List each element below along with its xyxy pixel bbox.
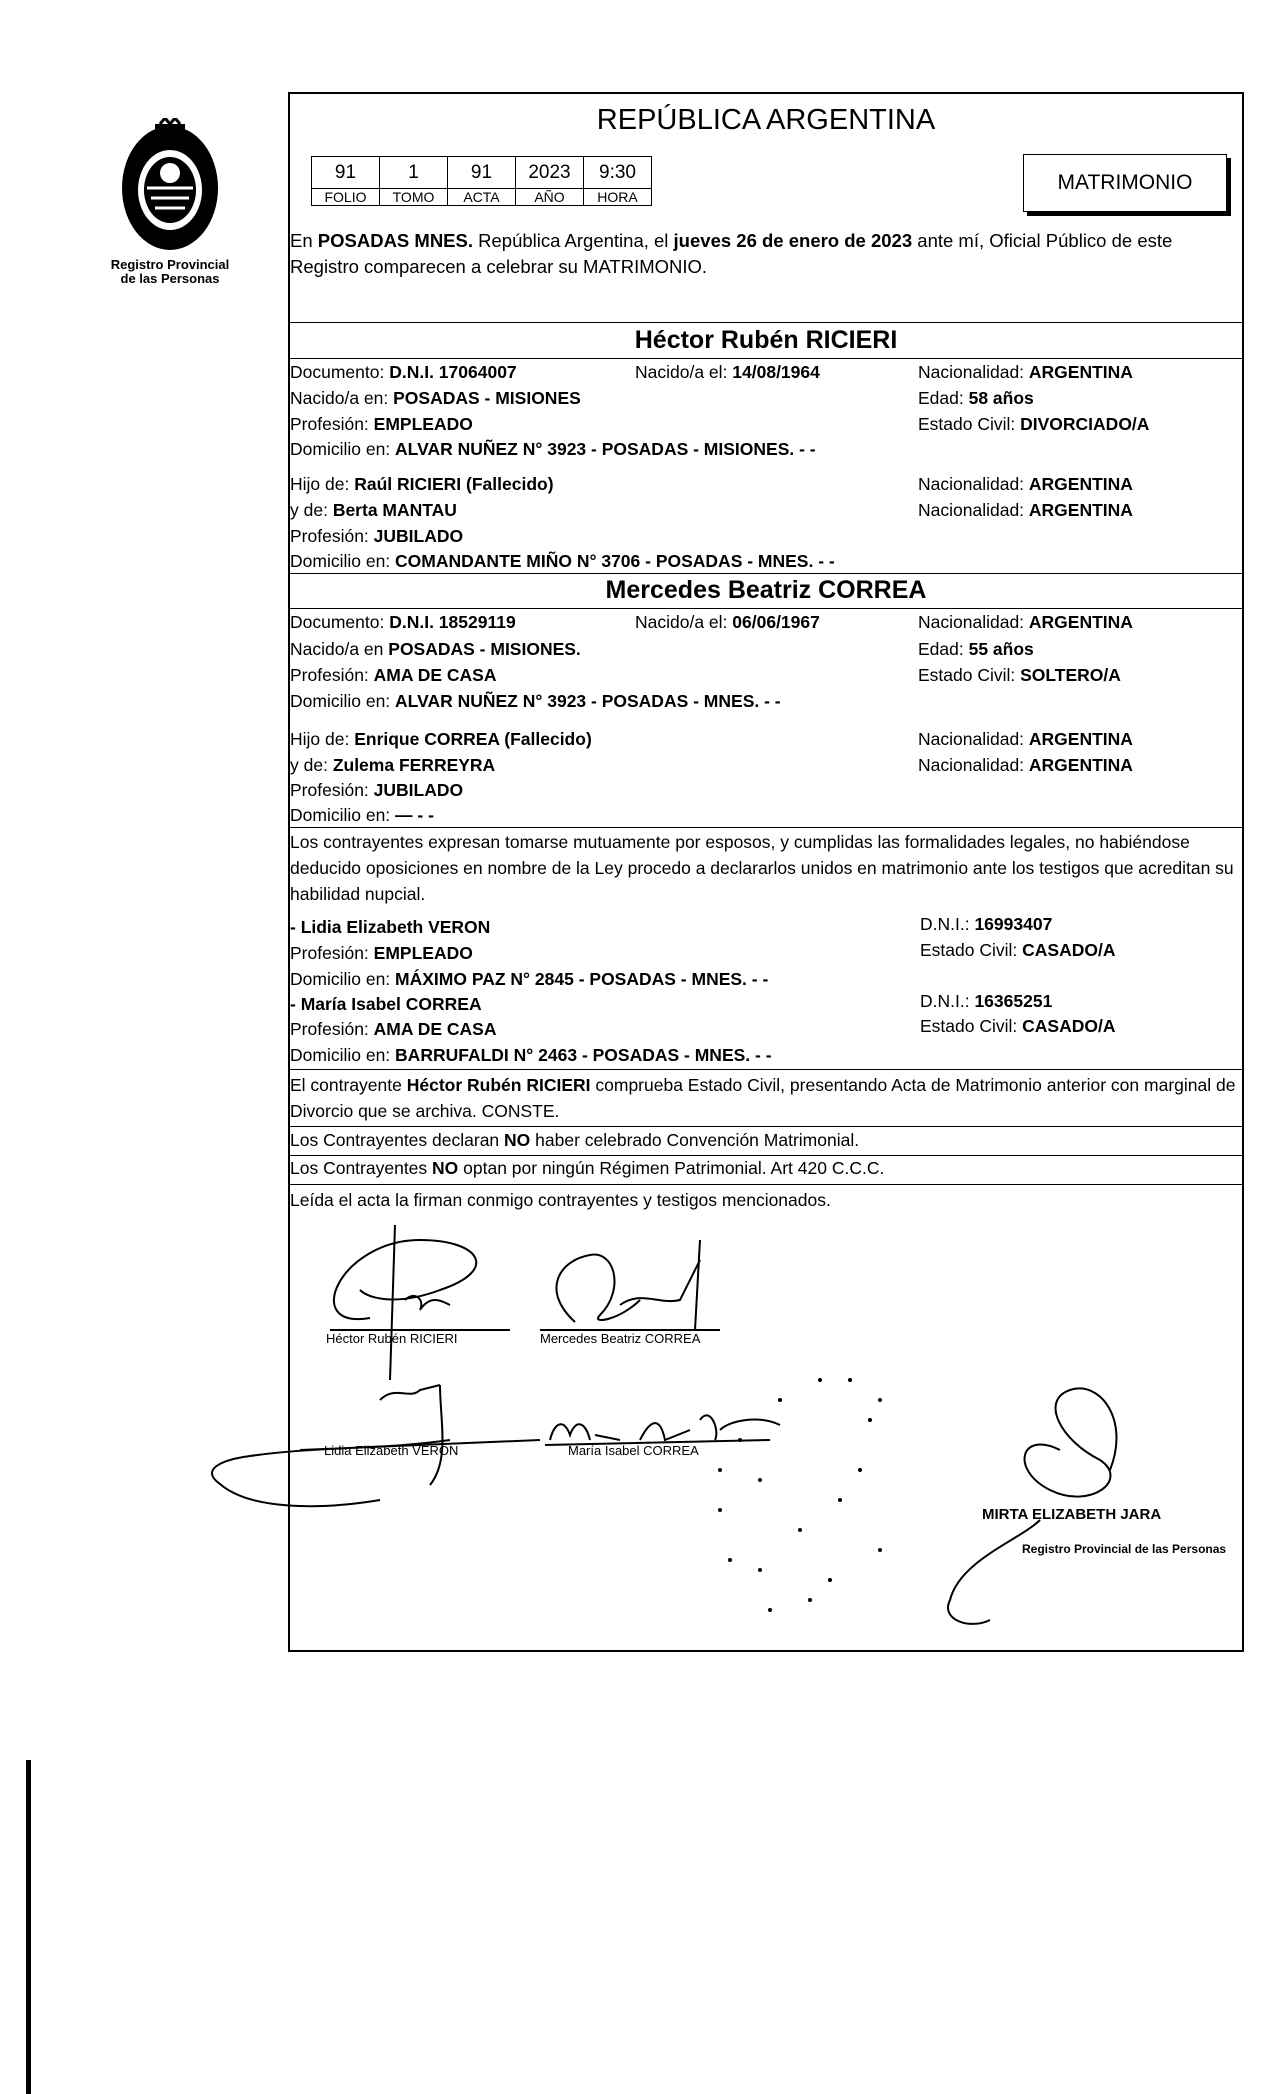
label: Profesión:	[290, 943, 374, 963]
tomo-label: TOMO	[380, 189, 448, 206]
value: Zulema FERREYRA	[332, 755, 496, 775]
label: Domicilio en:	[290, 691, 396, 711]
signature-correa-icon	[540, 1240, 720, 1330]
value: ARGENTINA	[1028, 362, 1133, 382]
value: AMA DE CASA	[373, 1019, 497, 1039]
label: Documento:	[290, 612, 390, 632]
signature-ricieri-icon	[330, 1225, 510, 1380]
value: ALVAR NUÑEZ N° 3923 - POSADAS - MNES. - -	[395, 691, 781, 711]
value: 55 años	[968, 639, 1034, 659]
label: Nacido/a el:	[635, 362, 733, 382]
label: Profesión:	[290, 780, 374, 800]
lectura-note: Leída el acta la firman conmigo contrayentes y testigos mencionados.	[290, 1190, 831, 1210]
value: MÁXIMO PAZ N° 2845 - POSADAS - MNES. - -	[395, 969, 769, 989]
intro-text-2: República Argentina, el	[473, 230, 674, 251]
label: Profesión:	[290, 414, 374, 434]
label: D.N.I.:	[920, 914, 975, 934]
contrayente1-name: Héctor Rubén RICIERI	[634, 326, 898, 354]
hora-label: HORA	[584, 189, 652, 206]
value: Berta MANTAU	[332, 500, 457, 520]
text: optan por ningún Régimen Patrimonial. Art 420 C.C.C.	[458, 1158, 885, 1178]
value: D.N.I. 18529119	[389, 612, 516, 632]
scan-edge-bar	[26, 1760, 31, 2094]
value: 16365251	[974, 991, 1053, 1011]
value: JUBILADO	[373, 526, 464, 546]
text: Los Contrayentes declaran	[290, 1130, 505, 1150]
acta-label: ACTA	[448, 189, 516, 206]
emphasis: NO	[504, 1130, 531, 1150]
folio-label: FOLIO	[312, 189, 380, 206]
label: Estado Civil:	[918, 665, 1021, 685]
label: Edad:	[918, 388, 969, 408]
text: comprueba Estado Civil, presentando Acta de Matrimonio anterior con marginal de Divorcio que se archiva. CONSTE.	[290, 1075, 1236, 1121]
label: Domicilio en:	[290, 1045, 396, 1065]
label: Profesión:	[290, 1019, 374, 1039]
acta-value: 91	[448, 157, 516, 189]
registry-caption-line2: de las Personas	[120, 271, 220, 286]
value: 06/06/1967	[732, 612, 820, 632]
signature-label-4: María Isabel CORREA	[568, 1443, 699, 1458]
country-title: REPÚBLICA ARGENTINA	[596, 104, 936, 136]
label: Hijo de:	[290, 729, 355, 749]
signature-label-1: Héctor Rubén RICIERI	[326, 1331, 458, 1346]
official-stamp-title: Registro Provincial de las Personas	[1022, 1542, 1227, 1556]
label: Nacionalidad:	[918, 729, 1029, 749]
label: Domicilio en:	[290, 969, 396, 989]
value: AMA DE CASA	[373, 665, 497, 685]
seal-dots-icon	[718, 1378, 882, 1612]
intro-text-1: En	[290, 230, 318, 251]
declaration-paragraph: Los contrayentes expresan tomarse mutuamente por esposos, y cumplidas las formalidades legales, no habiéndose deducido oposiciones en nombre de la Ley procedo a declararlos unidos en matrimonio ante los testigos que acreditan su habilidad nupcial.	[290, 832, 1234, 904]
label: D.N.I.:	[920, 991, 975, 1011]
text: haber celebrado Convención Matrimonial.	[530, 1130, 860, 1150]
label: Nacionalidad:	[918, 474, 1029, 494]
label: Nacionalidad:	[918, 612, 1029, 632]
value: ARGENTINA	[1028, 500, 1133, 520]
value: JUBILADO	[373, 780, 464, 800]
value: - Lidia Elizabeth VERON	[290, 917, 491, 937]
label: Domicilio en:	[290, 439, 396, 459]
label: Nacionalidad:	[918, 362, 1029, 382]
value: 16993407	[974, 914, 1053, 934]
value: Enrique CORREA (Fallecido)	[354, 729, 592, 749]
value: ARGENTINA	[1028, 474, 1133, 494]
registry-caption-line1: Registro Provincial	[110, 257, 230, 272]
folio-value: 91	[312, 157, 380, 189]
value: ALVAR NUÑEZ N° 3923 - POSADAS - MISIONES. - -	[395, 439, 816, 459]
value: — - -	[395, 805, 434, 825]
signature-official-icon	[948, 1388, 1116, 1623]
signature-label-3: Lidia Elizabeth VERON	[324, 1443, 459, 1458]
label: Domicilio en:	[290, 551, 396, 571]
value: EMPLEADO	[373, 943, 473, 963]
contrayente2-name: Mercedes Beatriz CORREA	[605, 576, 927, 604]
label: Estado Civil:	[920, 940, 1023, 960]
label: Estado Civil:	[918, 414, 1021, 434]
label: Profesión:	[290, 665, 374, 685]
label: Profesión:	[290, 526, 374, 546]
value: ARGENTINA	[1028, 729, 1133, 749]
signature-label-2: Mercedes Beatriz CORREA	[540, 1331, 701, 1346]
value: EMPLEADO	[373, 414, 473, 434]
value: POSADAS - MISIONES.	[388, 639, 581, 659]
value: POSADAS - MISIONES	[393, 388, 581, 408]
anio-value: 2023	[516, 157, 584, 189]
record-type-box: MATRIMONIO	[1023, 154, 1227, 212]
label: Edad:	[918, 639, 969, 659]
intro-place: POSADAS MNES.	[317, 230, 473, 251]
label: Nacido/a en:	[290, 388, 394, 408]
value: CASADO/A	[1022, 1016, 1116, 1036]
label: Documento:	[290, 362, 390, 382]
label: y de:	[290, 755, 333, 775]
value: ARGENTINA	[1028, 612, 1133, 632]
label: Estado Civil:	[920, 1016, 1023, 1036]
value: 58 años	[968, 388, 1034, 408]
hora-value: 9:30	[584, 157, 652, 189]
value: DIVORCIADO/A	[1020, 414, 1150, 434]
value: COMANDANTE MIÑO N° 3706 - POSADAS - MNES. - -	[395, 551, 835, 571]
value: ARGENTINA	[1028, 755, 1133, 775]
label: Nacionalidad:	[918, 500, 1029, 520]
label: Nacionalidad:	[918, 755, 1029, 775]
official-stamp-name: MIRTA ELIZABETH JARA	[982, 1506, 1162, 1523]
intro-text-3: ante mí, Oficial Público de este Registro comparecen a celebrar su MATRIMONIO.	[290, 230, 1173, 277]
label: Domicilio en:	[290, 805, 396, 825]
tomo-value: 1	[380, 157, 448, 189]
anio-label: AÑO	[516, 189, 584, 206]
value: BARRUFALDI N° 2463 - POSADAS - MNES. - -	[395, 1045, 772, 1065]
text: Los Contrayentes	[290, 1158, 433, 1178]
signature-veron-icon	[212, 1385, 540, 1506]
value: D.N.I. 17064007	[389, 362, 517, 382]
signature-maria-isabel-icon	[545, 1415, 780, 1445]
value: Raúl RICIERI (Fallecido)	[354, 474, 554, 494]
label: Nacido/a en	[290, 639, 389, 659]
text: El contrayente	[290, 1075, 407, 1095]
label: Nacido/a el:	[635, 612, 733, 632]
name: Héctor Rubén RICIERI	[406, 1075, 591, 1095]
value: SOLTERO/A	[1020, 665, 1121, 685]
value: CASADO/A	[1022, 940, 1116, 960]
value: 14/08/1964	[732, 362, 820, 382]
intro-date: jueves 26 de enero de 2023	[673, 230, 913, 251]
label: Hijo de:	[290, 474, 355, 494]
value: - María Isabel CORREA	[290, 994, 482, 1014]
label: y de:	[290, 500, 333, 520]
emphasis: NO	[432, 1158, 459, 1178]
